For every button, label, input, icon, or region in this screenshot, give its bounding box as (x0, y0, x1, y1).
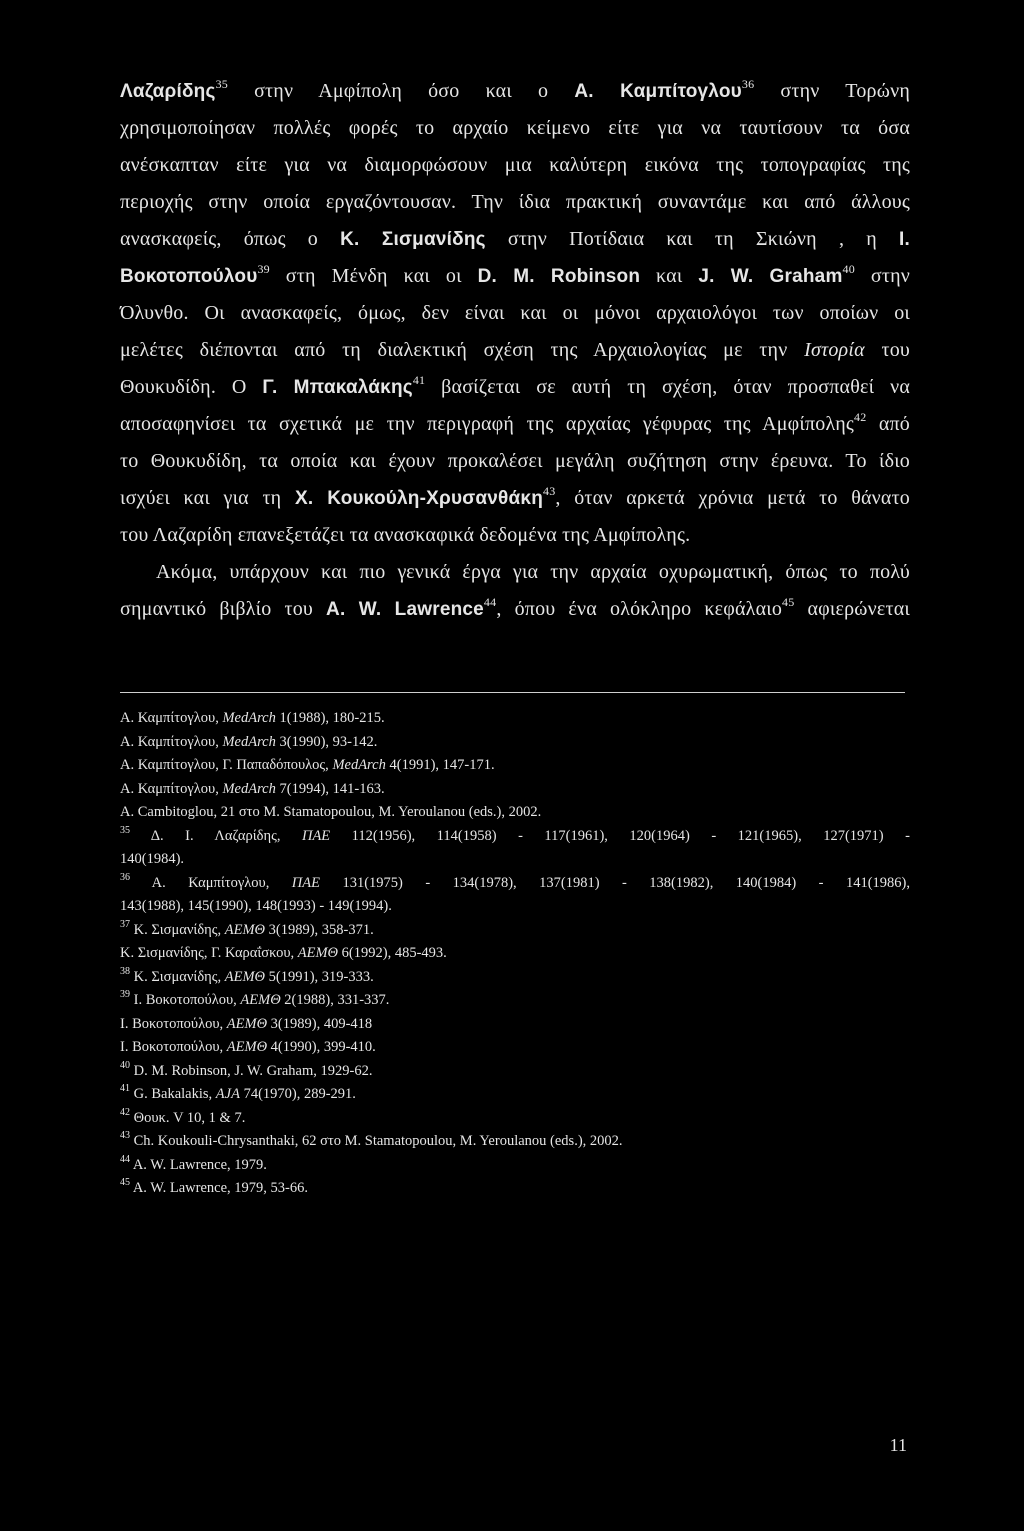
footnote-separator (120, 692, 905, 693)
text-line: αποσαφηνίσει τα σχετικά με την περιγραφή της αρχαίας γέφυρας της Αμφίπολης$^{42}$ από (120, 410, 910, 435)
footnote: A. Cambitoglou, 21 στο M. Stamatopoulou, M. Yeroulanou (eds.), 2002. (120, 804, 542, 820)
footnote: $^{39}$ Ι. Βοκοτοπούλου, ΑΕΜΘ 2(1988), 331-337. (120, 989, 390, 1008)
text-line: Ακόμα, υπάρχουν και πιο γενικά έργα για την αρχαία οχυρωματική, όπως το πολύ (156, 561, 910, 583)
footnote: $^{45}$ A. W. Lawrence, 1979, 53-66. (120, 1177, 308, 1196)
footnote: $^{36}$ Α. Καμπίτογλου, ΠΑΕ 131(1975) - 134(1978), 137(1981) - 138(1982), 140(1984) - 141(1986), (120, 871, 910, 891)
footnote: $^{38}$ Κ. Σισμανίδης, ΑΕΜΘ 5(1991), 319-333. (120, 965, 374, 985)
footnotes (120, 707, 910, 1201)
footnote: Α. Καμπίτογλου, MedArch 7(1994), 141-163. (120, 780, 385, 797)
text-line: Θουκυδίδη. Ο Γ. Μπακαλάκης$^{41}$ βασίζεται σε αυτή τη σχέση, όταν προσπαθεί να (120, 373, 910, 398)
footnote: Α. Καμπίτογλου, MedArch 1(1988), 180-215. (120, 710, 385, 726)
text-line: ανέσκαπταν είτε για να διαμορφώσουν μια καλύτερη εικόνα της τοπογραφίας της (120, 154, 910, 176)
text-line: χρησιμοποίησαν πολλές φορές το αρχαίο κείμενο είτε για να ταυτίσουν τα όσα (120, 117, 910, 139)
footnote: $^{37}$ Κ. Σισμανίδης, ΑΕΜΘ 3(1989), 358-371. (120, 918, 374, 938)
text-line: μελέτες διέπονται από τη διαλεκτική σχέση της Αρχαιολογίας με την Ιστορία του (120, 339, 910, 361)
footnote: 140(1984). (120, 851, 185, 867)
text-line: Όλυνθο. Οι ανασκαφείς, όμως, δεν είναι και οι μόνοι αρχαιολόγοι των οποίων οι (120, 302, 910, 324)
text-line: το Θουκυδίδη, τα οποία και έχουν προκαλέσει μεγάλη συζήτηση στην έρευνα. Το ίδιο (120, 450, 910, 472)
footnote: 143(1988), 145(1990), 148(1993) - 149(1994). (120, 898, 392, 914)
footnote: $^{43}$ Ch. Koukouli-Chrysanthaki, 62 στο M. Stamatopoulou, M. Yeroulanou (eds.), 2002. (120, 1130, 623, 1149)
footnote: $^{44}$ A. W. Lawrence, 1979. (120, 1153, 267, 1173)
text-line: σημαντικό βιβλίο του A. W. Lawrence$^{44}$, όπου ένα ολόκληρο κεφάλαιο$^{45}$ αφιερώνεται (120, 595, 910, 620)
main-paragraph (120, 73, 910, 628)
footnote: $^{42}$ Θουκ. V 10, 1 & 7. (120, 1106, 246, 1126)
footnote: Ι. Βοκοτοπούλου, ΑΕΜΘ 4(1990), 399-410. (120, 1039, 376, 1055)
text-line: Βοκοτοπούλου$^{39}$ στη Μένδη και οι D. M. Robinson και J. W. Graham$^{40}$ στην (120, 262, 910, 287)
text-line: Λαζαρίδης$^{35}$ στην Αμφίπολη όσο και ο Α. Καμπίτογλου$^{36}$ στην Τορώνη (120, 77, 910, 102)
text-line: περιοχής στην οποία εργαζόντουσαν. Την ίδια πρακτική συναντάμε και από άλλους (120, 191, 910, 213)
footnote: $^{41}$ G. Bakalakis, AJA 74(1970), 289-291. (120, 1083, 356, 1102)
footnote: Κ. Σισμανίδης, Γ. Καραΐσκου, ΑΕΜΘ 6(1992), 485-493. (120, 945, 447, 961)
page-number: 11 (889, 1435, 907, 1455)
footnote: Α. Καμπίτογλου, MedArch 3(1990), 93-142. (120, 733, 378, 750)
footnote: $^{35}$ Δ. Ι. Λαζαρίδης, ΠΑΕ 112(1956), 114(1958) - 117(1961), 120(1964) - 121(1965), 127(1971) - (120, 824, 910, 844)
text-line: ανασκαφείς, όπως ο Κ. Σισμανίδης στην Ποτίδαια και τη Σκιώνη , η Ι. (120, 228, 910, 250)
footnote: Α. Καμπίτογλου, Γ. Παπαδόπουλος, MedArch 4(1991), 147-171. (120, 757, 495, 773)
footnote: Ι. Βοκοτοπούλου, ΑΕΜΘ 3(1989), 409-418 (120, 1015, 373, 1032)
text-line: του Λαζαρίδη επανεξετάζει τα ανασκαφικά δεδομένα της Αμφίπολης. (120, 524, 691, 546)
text-line: ισχύει και για τη Χ. Κουκούλη-Χρυσανθάκη$^{43}$, όταν αρκετά χρόνια μετά το θάνατο (120, 484, 911, 509)
footnote: $^{40}$ D. M. Robinson, J. W. Graham, 1929-62. (120, 1059, 373, 1079)
